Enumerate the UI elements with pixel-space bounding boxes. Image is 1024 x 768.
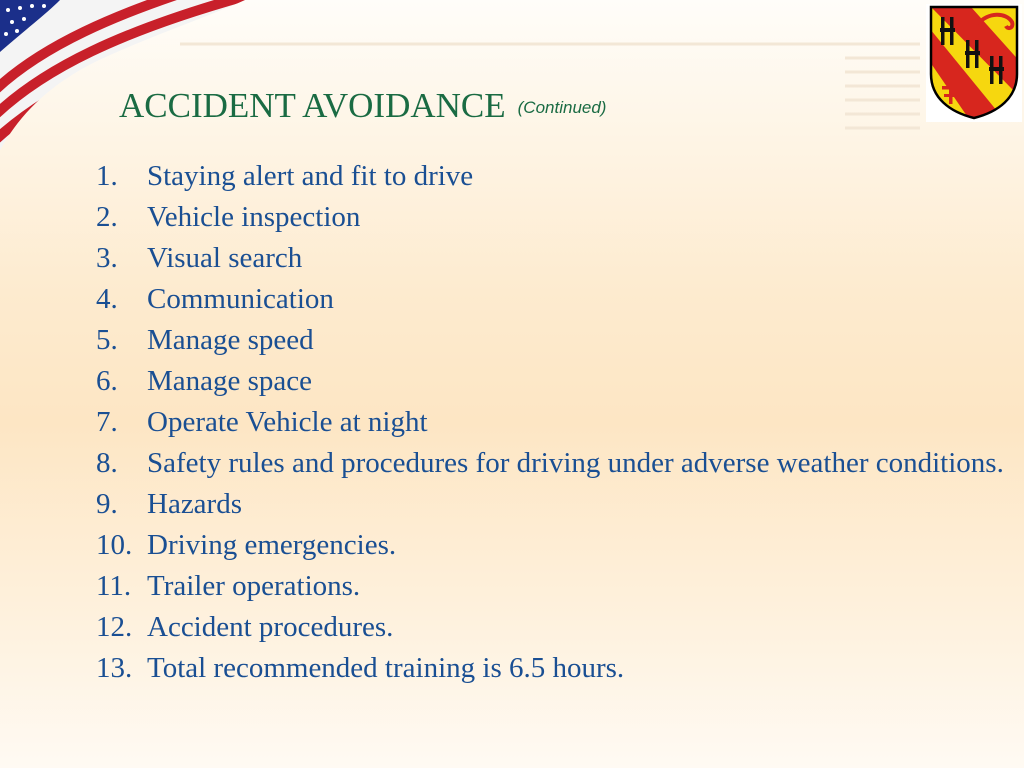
list-item-number: 1.: [96, 160, 118, 192]
list-item: [96, 525, 1008, 566]
list-item-text: Operate Vehicle at night: [147, 406, 428, 438]
list-item-number: 6.: [96, 365, 118, 397]
list-item: [96, 607, 1008, 648]
list-item: [96, 484, 1008, 525]
list-item-text: Manage space: [147, 365, 313, 397]
list-item-text: Accident procedures.: [147, 611, 394, 643]
unit-crest-icon: [926, 4, 1022, 122]
slide-title: [119, 86, 606, 126]
list-item-text: Communication: [147, 283, 334, 315]
list-item-text: Staying alert and fit to drive: [147, 160, 474, 192]
list-item-number: 9.: [96, 488, 118, 520]
list-item: [96, 402, 1008, 443]
list-item-number: 5.: [96, 324, 118, 356]
list-item-text: Trailer operations.: [147, 570, 361, 602]
list-item-number: 7.: [96, 406, 118, 438]
list-item-text: Safety rules and procedures for driving under adverse weather conditions.: [147, 447, 1004, 479]
list-item-text: Vehicle inspection: [147, 201, 361, 233]
list-item-number: 10.: [96, 529, 133, 561]
list-item-number: 4.: [96, 283, 118, 315]
topic-list: [96, 156, 1008, 689]
list-item-number: 8.: [96, 447, 118, 479]
list-item-text: Manage speed: [147, 324, 314, 356]
list-item: [96, 156, 1008, 197]
list-item: [96, 361, 1008, 402]
list-item-number: 13.: [96, 652, 133, 684]
slide-title-text: ACCIDENT AVOIDANCE: [119, 86, 506, 125]
list-item: [96, 566, 1008, 607]
list-item: [96, 320, 1008, 361]
list-item-text: Driving emergencies.: [147, 529, 397, 561]
list-item: [96, 279, 1008, 320]
list-item-text: Total recommended training is 6.5 hours.: [147, 652, 625, 684]
list-item-number: 12.: [96, 611, 133, 643]
list-item: [96, 648, 1008, 689]
list-item: [96, 238, 1008, 279]
list-item: [96, 197, 1008, 238]
slide-subtitle: (Continued): [517, 98, 607, 117]
list-item-text: Hazards: [147, 488, 243, 520]
list-item: [96, 443, 1008, 484]
list-item-text: Visual search: [147, 242, 303, 274]
list-item-number: 11.: [96, 570, 132, 602]
list-item-number: 2.: [96, 201, 118, 233]
list-item-number: 3.: [96, 242, 118, 274]
